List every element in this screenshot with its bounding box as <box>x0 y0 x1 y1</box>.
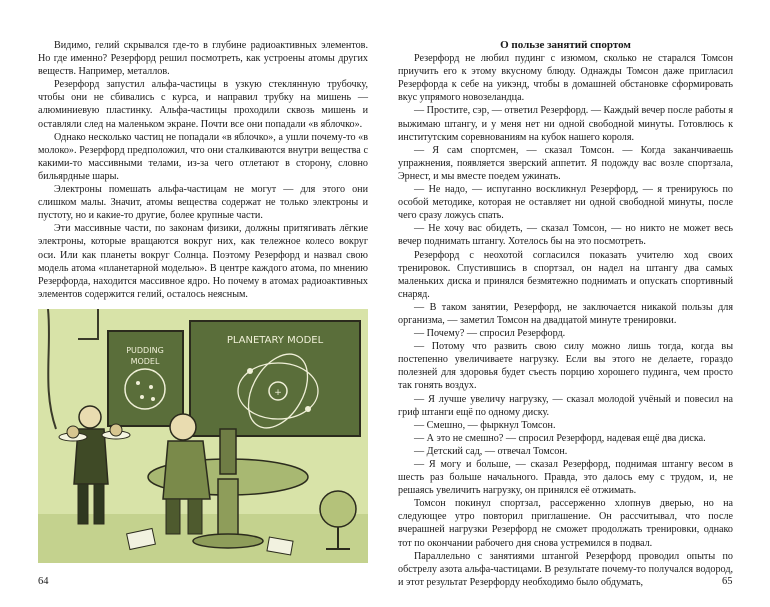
paragraph: Электроны помешать альфа-частицам не могут — для этого они слишком малы. Значит, атомы вещества содержат не только электроны и пустоту, но и какие-то другие, более крупные части. <box>38 184 368 222</box>
page-number: 65 <box>722 576 733 587</box>
paragraph: — А это не смешно? — спросил Резерфорд, надевая ещё два диска. <box>414 432 706 444</box>
paragraph: — Я лучше увеличу нагрузку, — сказал молодой учёный и повесил на гриф штанги ещё по одному диску. <box>398 393 733 418</box>
paragraph: — Я могу и больше, — сказал Резерфорд, поднимая штангу весом в шесть раз больше начального. Правда, это далось ему с трудом, и, не решаясь увеличить нагрузку, он принялся её отжимать. <box>398 459 733 497</box>
left-text-column <box>38 39 368 301</box>
illustration <box>38 309 368 563</box>
page-number: 64 <box>38 576 49 587</box>
paragraph: — Детский сад, — отвечал Томсон. <box>414 445 568 457</box>
paragraph: Резерфорд с неохотой согласился показать учителю ход своих тренировок. Спустившись в спортзал, он надел на штангу два самых маленьких диска и принялся безмятежно поднимать и опускать спортивный снаряд. <box>398 249 733 300</box>
paragraph: Видимо, гелий скрывался где-то в глубине радиоактивных элементов. Но где именно? Резерфорд решил посмотреть, как устроены атомы других веществ. Например, металлов. <box>38 40 368 78</box>
right-text-column <box>398 39 733 589</box>
paragraph: — В таком занятии, Резерфорд, не заключается никакой пользы для организма, — заметил Томсон на двадцатой минуте тренировки. <box>398 301 733 326</box>
section-title: О пользе занятий спортом <box>500 39 631 51</box>
paragraph: — Не хочу вас обидеть, — сказал Томсон, — но никто не может весь вечер поднимать штангу. Хотелось бы на это посмотреть. <box>398 223 733 248</box>
board-label: PUDDING <box>126 346 164 355</box>
illustration-drawing <box>38 309 368 563</box>
paragraph: — Смешно, — фыркнул Томсон. <box>414 419 556 431</box>
paragraph: — Простите, сэр, — ответил Резерфорд. — Каждый вечер после работы я выжимаю штангу, и у меня нет ни одной свободной минуты. Готовлюсь к институтским соревнованиям на кубок нашего короля. <box>398 105 734 143</box>
paragraph: Резерфорд запустил альфа-частицы в узкую стеклянную трубочку, чтобы они не сбивались с курса, и направил трубку на мишень — алюминиевую пластинку. Альфа-частицы проходили сквозь мишень и оставляли след на маленьком экране. Почти все они попадали «в яблочко». <box>38 79 368 130</box>
paragraph: — Не надо, — испуганно воскликнул Резерфорд, — я тренируюсь по особой методике, которая не оставляет ни одной свободной минуты, после чего сразу ложусь спать. <box>398 184 733 222</box>
paragraph: Эти массивные части, по законам физики, должны притягивать лёгкие электроны, которые вращаются вокруг них, как тележное колесо вокруг оси. Или как планеты вокруг Солнца. Поэтому Резерфорд и назвал свою модель атома «планетарной моделью». В центре каждого атома, по мнению Резерфорда, находится массивное ядро. Но почему в атомах радиоактивных элементов содержится гелий, осталось неясным. <box>38 223 368 300</box>
board-label: MODEL <box>130 357 160 366</box>
paragraph: Томсон покинул спортзал, рассерженно хлопнув дверью, но на следующее утро повторил приглашение. Он рассчитывал, что после вчерашней нагрузки Резерфорд не сможет продолжать тренировки, однако тот по окончании рабочего дня снова устремился в подвал. <box>398 498 733 549</box>
paragraph: — Потому что развить свою силу можно лишь тогда, когда вы постепенно увеличиваете нагрузку. Если вы этого не делаете, гораздо полезней для здоровья будет съесть порцию хорошего пудинга, чем просто так гонять воздух. <box>398 341 733 392</box>
paragraph: Резерфорд не любил пудинг с изюмом, сколько не старался Томсон приучить его к этому вкусному блюду. Однажды Томсон даже пригласил Резерфорда к себе на уикэнд, чтобы в домашней обстановке сформировать вкус упрямого новозеландца. <box>398 53 733 104</box>
board-label: PLANETARY MODEL <box>226 335 324 346</box>
paragraph: Однако несколько частиц не попадали «в яблочко», а ушли почему-то «в молоко». Резерфорд предположил, что они сталкиваются внутри вещества с какими-то массивными телами, из-за чего отлетают в сторону, словно бильярдные шары. <box>38 131 368 182</box>
svg-text:+: + <box>274 388 282 398</box>
paragraph: — Почему? — спросил Резерфорд. <box>414 328 566 340</box>
paragraph: — Я сам спортсмен, — сказал Томсон. — Когда заканчиваешь упражнения, появляется зверский аппетит. Я подожду вас возле спортзала, Эрнест, и мы вместе поедем ужинать. <box>398 144 733 182</box>
paragraph: Параллельно с занятиями штангой Резерфорд проводил опыты по обстрелу азота альфа-частицами. В результате почему-то получался водород, и этот результат Резерфорду необходимо было обдумать, <box>398 550 733 588</box>
